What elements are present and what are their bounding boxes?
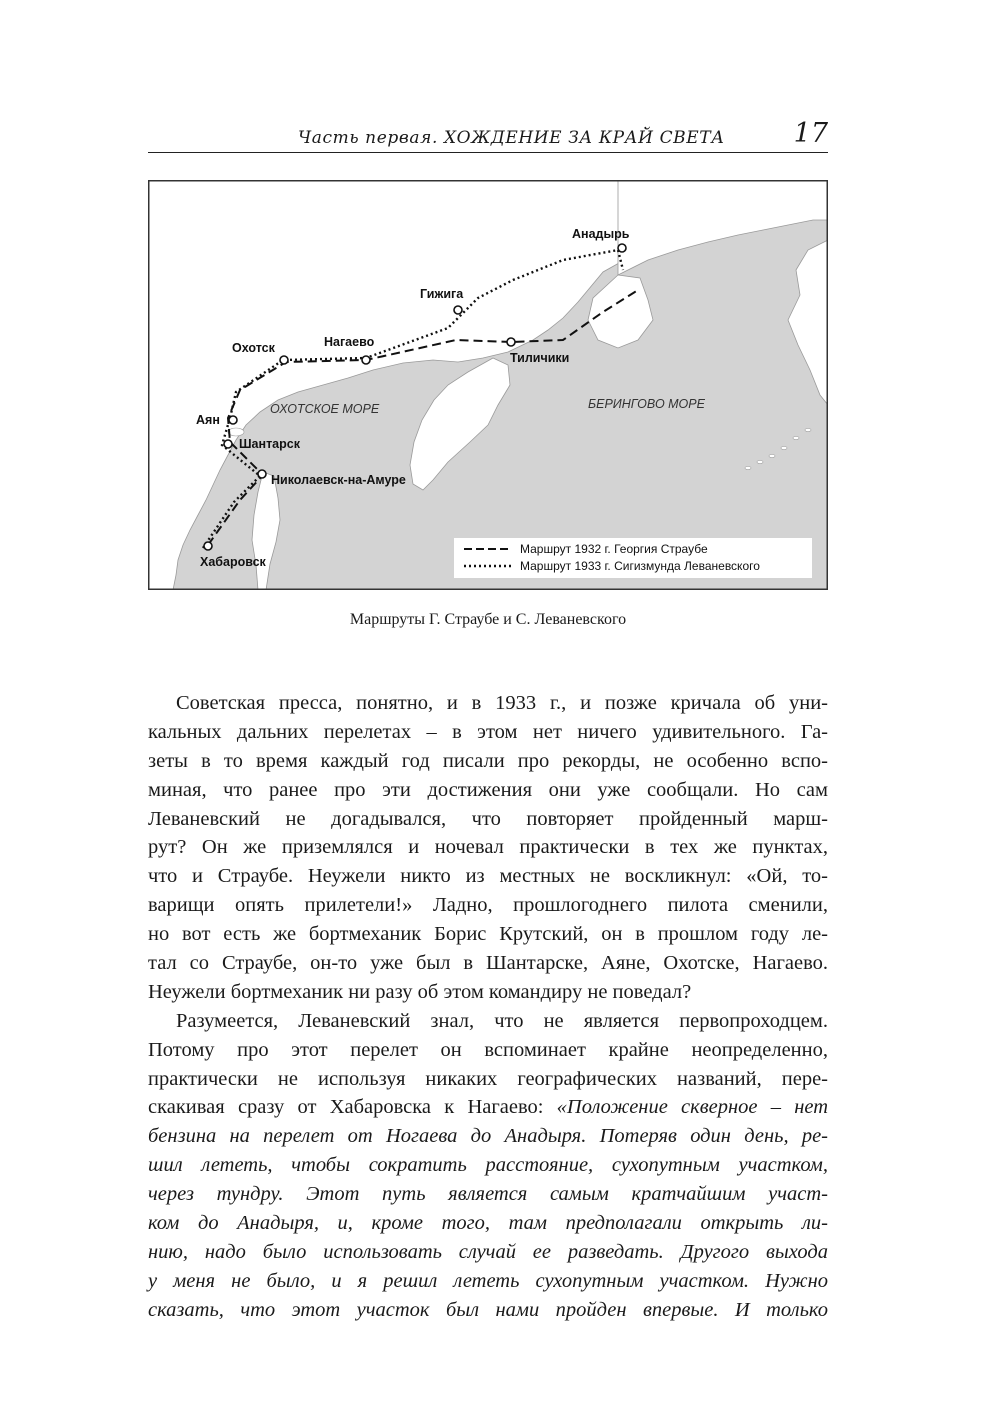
text-line: Разумеется, Леваневский знал, что не является первопроходцем.: [176, 1009, 828, 1032]
running-title: Часть первая. ХОЖДЕНИЕ ЗА КРАЙ СВЕТА: [298, 128, 725, 148]
label-bering-sea: БЕРИНГОВО МОРЕ: [588, 397, 705, 411]
text-line-start: скакивая сразу от Хабаровска к Нагаево:: [148, 1096, 557, 1119]
text-line: миная, что ранее про эти достижения они уже сообщали. Но сам: [148, 778, 828, 801]
label-gizhiga: Гижига: [420, 287, 464, 301]
text-line: практически не используя никаких географических названий, пере-: [148, 1067, 828, 1090]
quote-line: сказать, что этот участок был нами пройден впервые. И только: [148, 1298, 828, 1321]
text-line: кальных дальних перелетах – в этом нет ничего удивительного. Га-: [148, 720, 828, 743]
quote-start: «Положение скверное – нет: [556, 1096, 828, 1119]
label-nagaevo: Нагаево: [324, 335, 375, 349]
text-line: Леваневский не догадывался, что повторяет пройденный марш-: [148, 807, 828, 830]
marker-nikolaevsk: [258, 470, 266, 478]
body-text: [148, 689, 828, 1325]
marker-okhotsk: [280, 356, 288, 364]
text-line: тал со Страубе, он-то уже был в Шантарске, Аяне, Охотске, Нагаево.: [148, 952, 828, 975]
figure-caption: Маршруты Г. Страубе и С. Леваневского: [349, 611, 627, 628]
marker-nagaevo: [362, 356, 370, 364]
marker-ayan: [229, 416, 237, 424]
label-tilichiki: Тиличики: [510, 351, 570, 365]
quote-line: у меня не было, и я решил лететь сухопутным участком. Нужно: [148, 1269, 828, 1292]
label-anadyr: Анадырь: [572, 227, 630, 241]
text-line: но вот есть же бортмеханик Борис Крутский, он в прошлом году ле-: [148, 923, 828, 946]
marker-tilichiki: [507, 338, 515, 346]
text-line: Неужели бортмеханик ни разу об этом командиру не поведал?: [148, 980, 692, 1003]
text-line: что и Страубе. Неужели никто из местных не воскликнул: «Ой, то-: [148, 865, 828, 888]
running-header: [148, 116, 828, 153]
quote-line: ком до Анадыря, и, кроме того, там предполагали открыть ли-: [148, 1212, 828, 1235]
marker-khabarovsk: [204, 542, 212, 550]
route-map: [148, 180, 828, 590]
label-shantarsk: Шантарск: [239, 437, 300, 451]
text-line: Советская пресса, понятно, и в 1933 г., и позже кричала об уни-: [176, 692, 828, 714]
marker-shantarsk: [224, 440, 232, 448]
legend-route-1933: Маршрут 1933 г. Сигизмунда Леваневского: [520, 559, 760, 573]
text-line: варищи опять прилетели!» Ладно, прошлогоднего пилота сменили,: [148, 894, 828, 917]
label-nikolaevsk: Николаевск-на-Амуре: [271, 473, 406, 487]
marker-gizhiga: [454, 306, 462, 314]
label-khabarovsk: Хабаровск: [200, 555, 266, 569]
label-ayan: Аян: [196, 413, 220, 427]
map-legend: [454, 538, 812, 578]
label-okhotsk: Охотск: [232, 341, 275, 355]
text-line: рут? Он же приземлялся и ночевал практически в тех же пунктах,: [148, 836, 828, 859]
page-number: 17: [793, 118, 828, 149]
text-line: Потому про этот перелет он вспоминает крайне неопределенно,: [148, 1038, 828, 1061]
quote-line: через тундру. Этот путь является самым кратчайшим участ-: [148, 1183, 828, 1206]
quote-line: шил лететь, чтобы сократить расстояние, сухопутным участком,: [148, 1154, 828, 1177]
text-line: зеты в то время каждый год писали про рекорды, не особенно вспо-: [148, 749, 828, 772]
quote-line: нию, надо было использовать случай ее разведать. Другого выхода: [148, 1240, 828, 1263]
label-okhotsk-sea: ОХОТСКОЕ МОРЕ: [270, 402, 380, 416]
text-line-mixed: [148, 1093, 828, 1122]
legend-route-1932: Маршрут 1932 г. Георгия Страубе: [520, 542, 708, 556]
marker-anadyr: [618, 244, 626, 252]
quote-line: бензина на перелет от Ногаева до Анадыря. Потеряв один день, ре-: [148, 1125, 828, 1148]
